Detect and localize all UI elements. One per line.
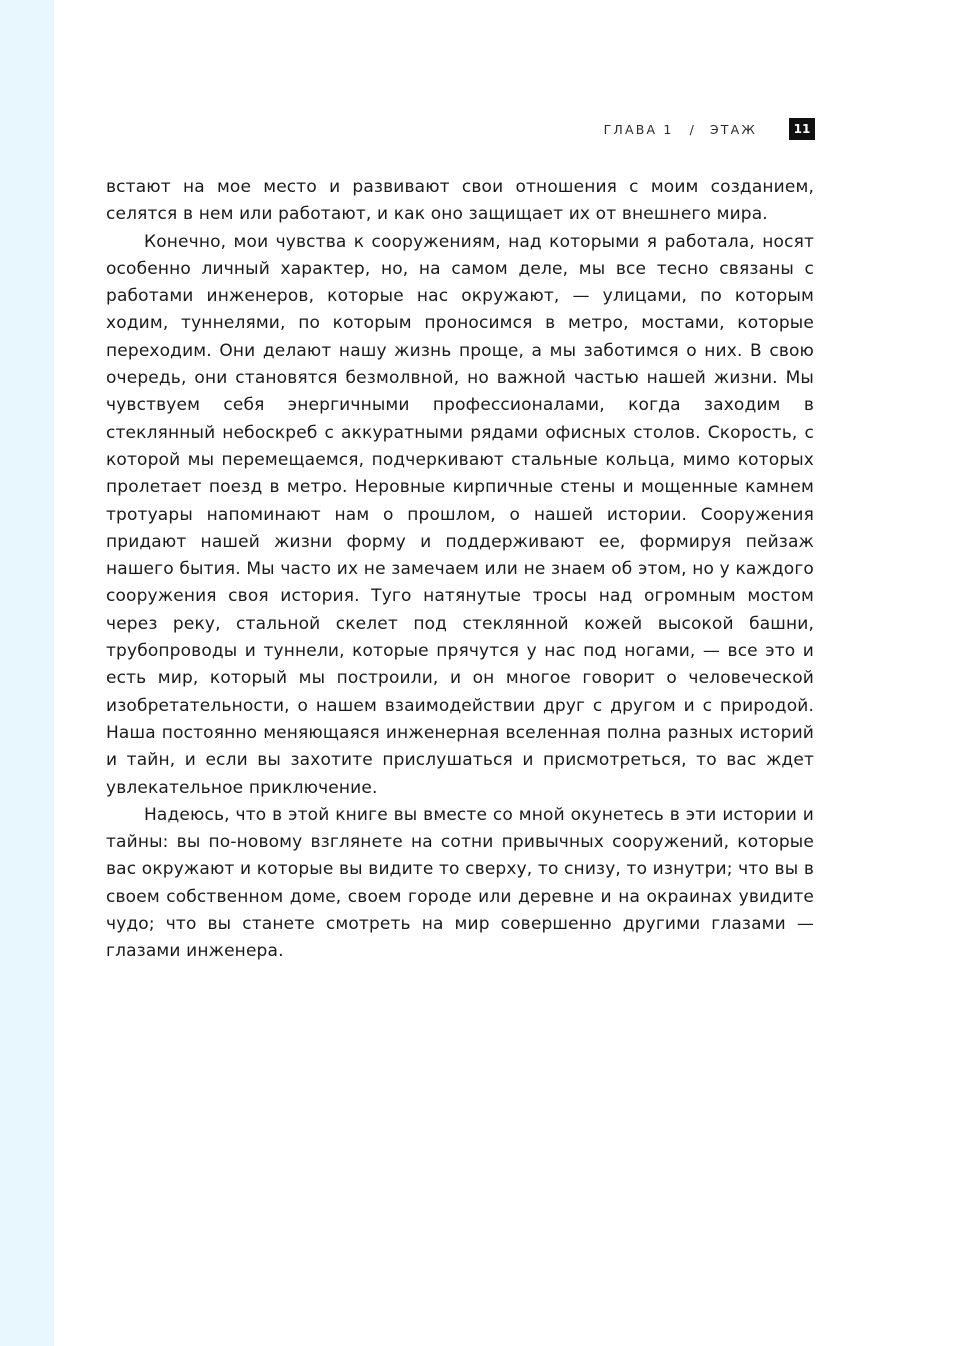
page-edge-strip <box>0 0 54 1346</box>
paragraph: Надеюсь, что в этой книге вы вместе со мной окунетесь в эти истории и тайны: вы по-новому взглянете на сотни привычных сооружений, которые вас окружают и которые вы видите то сверху, то снизу, то изнутри; что вы в своем собственном доме, своем городе или деревне и на окраинах увидите чудо; что вы станете смотреть на мир совершенно другими глазами — глазами инженера. <box>106 804 814 962</box>
body-text <box>106 174 814 966</box>
paragraph: Конечно, мои чувства к сооружениям, над которыми я работала, носят особенно личный характер, но, на самом деле, мы все тесно связаны с работами инженеров, которые нас окружают, — улицами, по которым ходим, туннелями, по которым проносимся в метро, мостами, которые переходим. Они делают нашу жизнь проще, а мы заботимся о них. В свою очередь, они становятся безмолвной, но важной частью нашей жизни. Мы чувствуем себя энергичными профессионалами, когда заходим в стеклянный небоскреб с аккуратными рядами офисных столов. Скорость, с которой мы перемещаемся, подчеркивают стальные кольца, мимо которых пролетает поезд в метро. Неровные кирпичные стены и мощенные камнем тротуары напоминают нам о прошлом, о нашей истории. Сооружения придают нашей жизни форму и поддерживают ее, формируя пейзаж нашего бытия. Мы часто их не замечаем или не знаем об этом, но у каждого сооружения своя история. Туго натянутые тросы над огромным мостом через реку, стальной скелет под стеклянной кожей высокой башни, трубопроводы и туннели, которые прячутся у нас под ногами, — все это и есть мир, который мы построили, и он многое говорит о человеческой изобретательности, о нашем взаимодействии друг с другом и с природой. Наша постоянно меняющаяся инженерная вселенная полна разных историй и тайн, и если вы захотите прислушаться и присмотреться, то вас ждет увлекательное приключение. <box>106 231 814 798</box>
section-label: ЭТАЖ <box>709 121 757 137</box>
paragraph-continuation: встают на мое место и развивают свои отношения с моим созданием, селятся в нем или работают, и как оно защищает их от внешнего мира. <box>106 177 814 225</box>
header-separator: / <box>689 121 694 137</box>
page-number-badge: 11 <box>789 118 815 140</box>
running-header <box>604 118 815 140</box>
chapter-label: ГЛАВА 1 <box>603 121 674 137</box>
